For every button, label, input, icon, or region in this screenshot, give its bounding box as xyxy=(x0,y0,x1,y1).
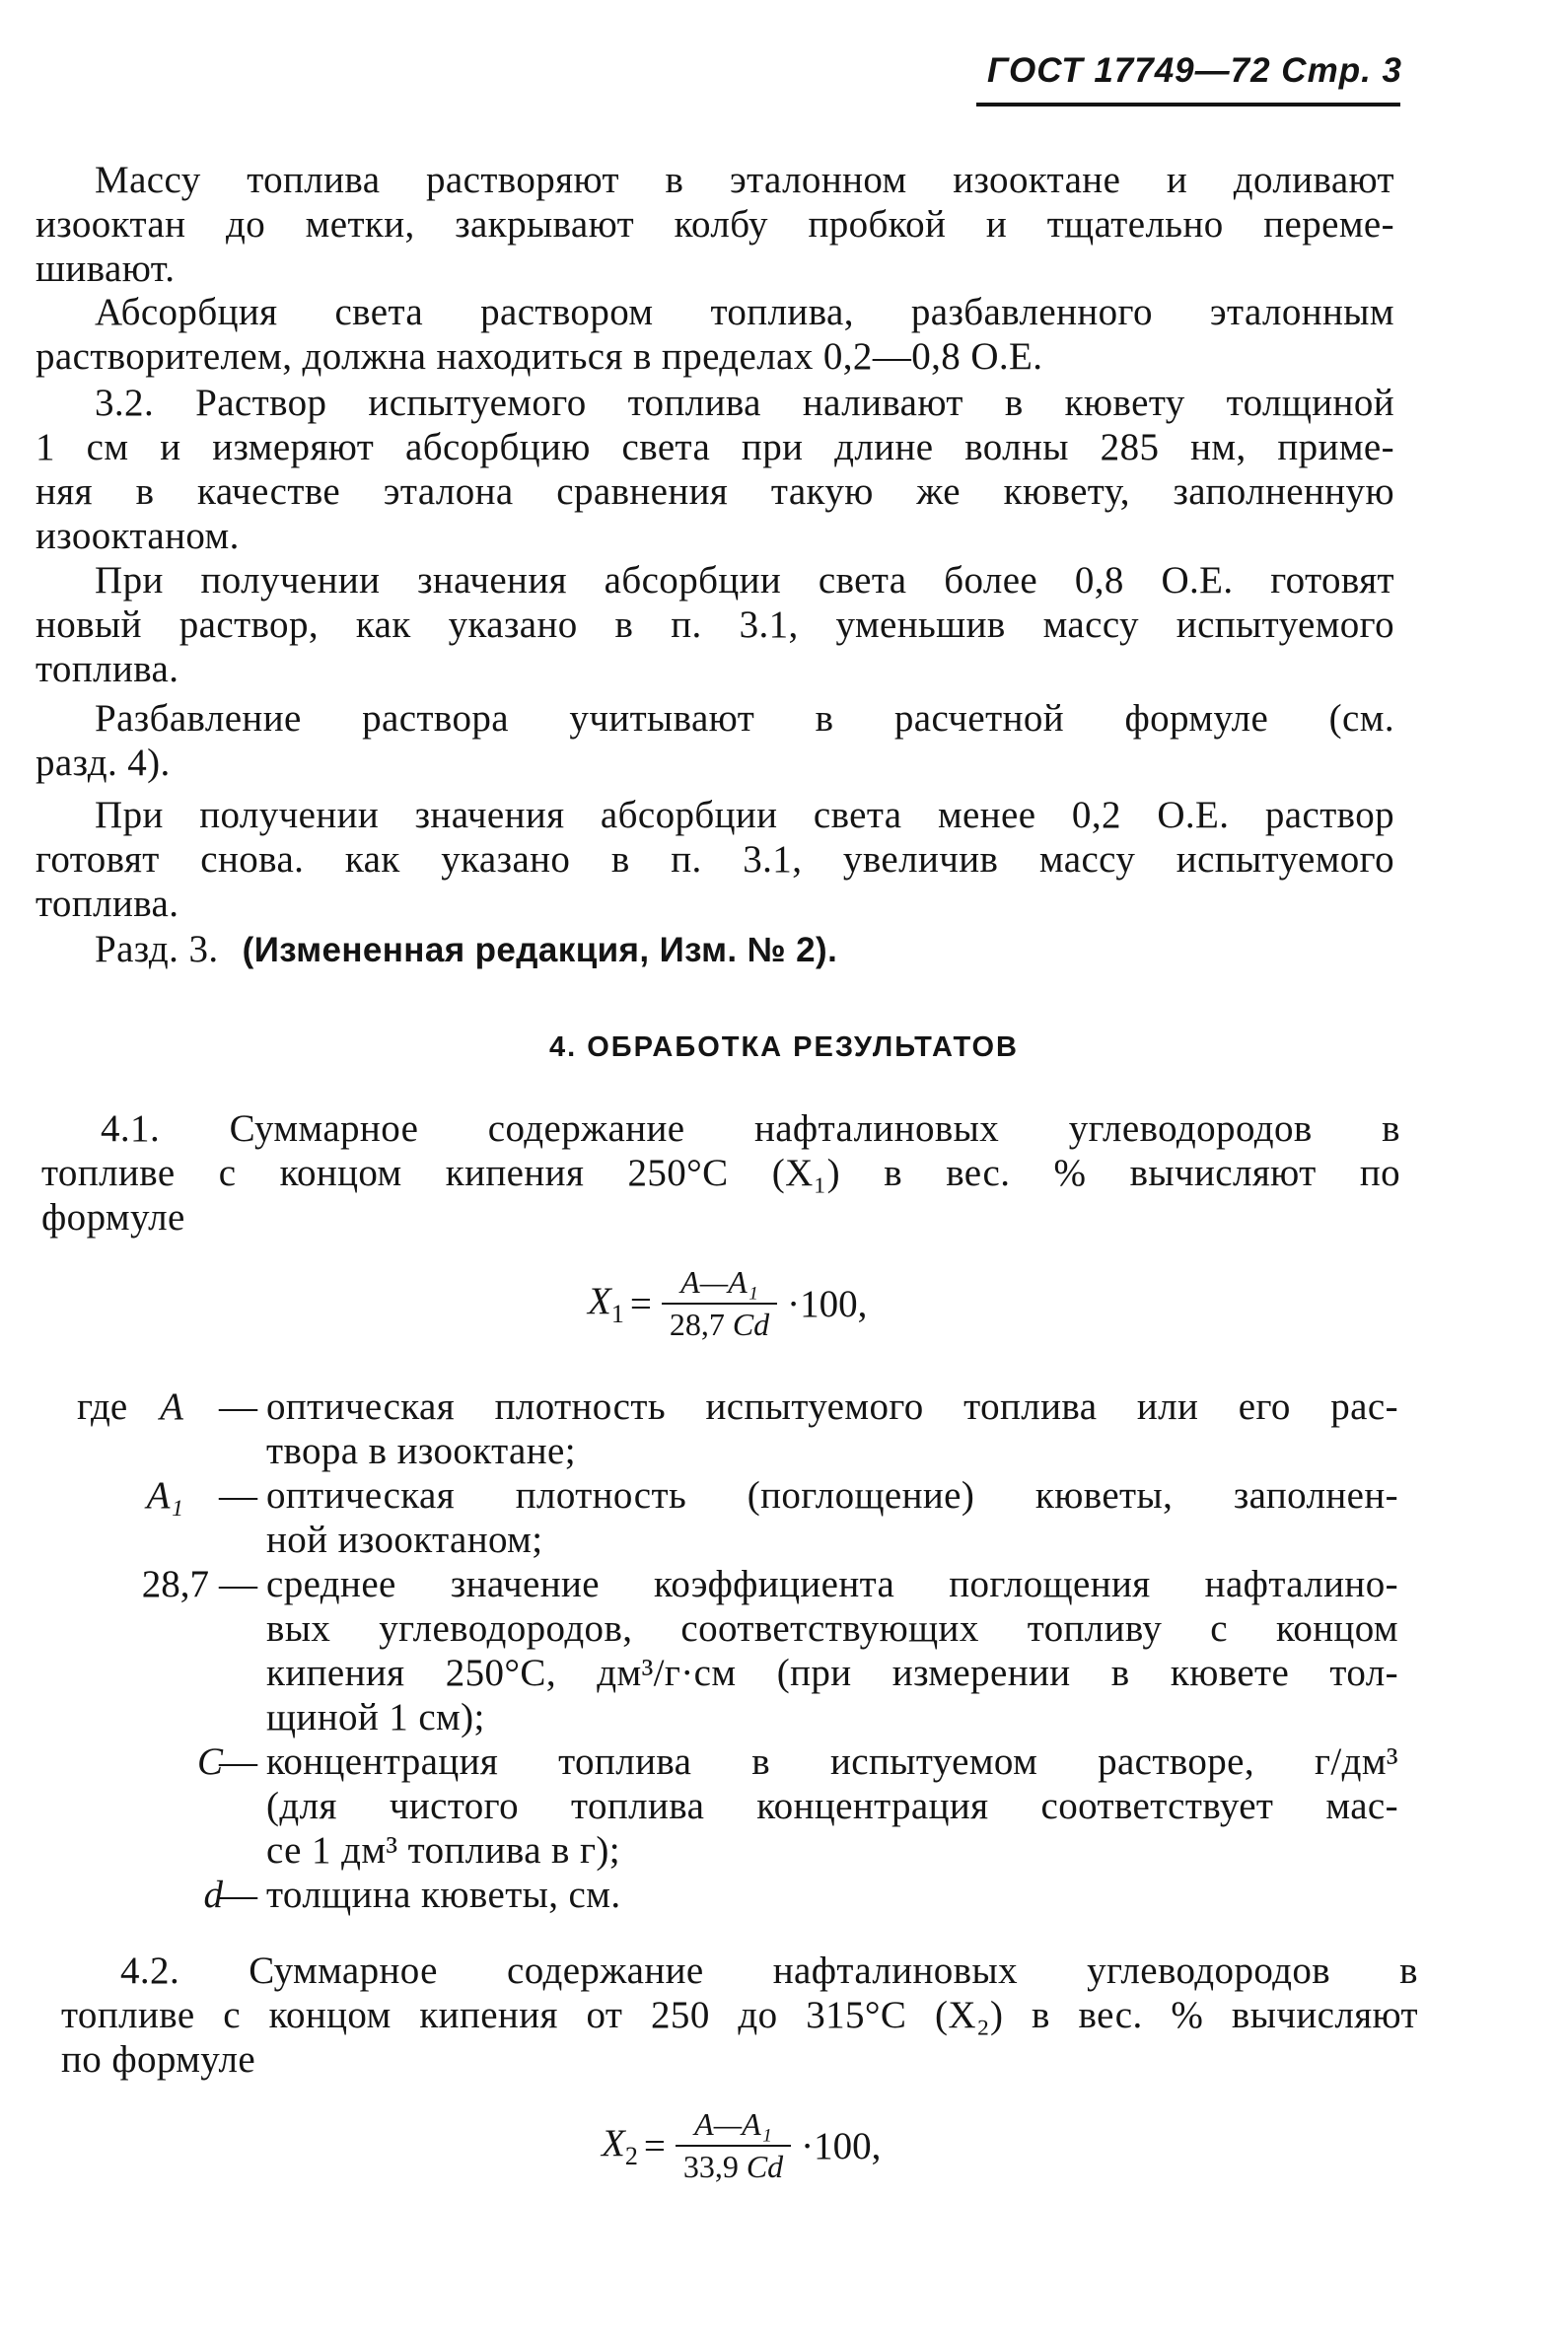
formula-x2: $X_2$ = $\frac{\text{A—A₁}}{33,9 Cd}$ ·100, xyxy=(602,2106,882,2184)
text-line: 1 см и измеряют абсорбцию света при длине волны 285 нм, приме- xyxy=(36,426,1394,468)
text-line: разд. 4). xyxy=(36,742,171,784)
amendment-note: (Измененная редакция, Изм. № 2). xyxy=(242,931,838,969)
text-line: 3.2. Раствор испытуемого топлива наливают в кювету толщиной xyxy=(95,382,1394,424)
legend-symbol: A xyxy=(160,1385,183,1428)
formula-fraction xyxy=(662,1264,777,1343)
text-line: изооктаном. xyxy=(36,515,240,557)
text-line: При получении значения абсорбции света более 0,8 О.Е. готовят xyxy=(95,559,1394,602)
header-rule xyxy=(976,103,1400,106)
legend-text: оптическая плотность испытуемого топлива или его рас- твора в изооктане; xyxy=(266,1385,1398,1472)
text-line: При получении значения абсорбции света менее 0,2 О.Е. раствор xyxy=(95,794,1394,836)
legend-text: толщина кюветы, см. xyxy=(266,1874,621,1916)
paragraph-4-1 xyxy=(41,1106,1400,1240)
paragraph-1 xyxy=(36,158,1394,291)
text-line: топливе с концом кипения 250°С (X₁) в вес. % вычисляют по xyxy=(41,1152,1400,1194)
formula-numerator: A—A₁ xyxy=(680,1264,758,1300)
paragraph-6 xyxy=(36,793,1394,926)
text-line: 4.2. Суммарное содержание нафталиновых углеводородов в xyxy=(120,1950,1418,1992)
legend-item: C — концентрация топлива в испытуемом растворе, г/дм³ (для чистого топлива концентрация соответствует мас- се 1 дм³ топлива в г); xyxy=(0,1739,1568,1873)
legend-item: 28,7 — среднее значение коэффициента поглощения нафталино- вых углеводородов, соответствующих топливу с концом кипения 250°С, дм³/г·см (при измерении в кювете тол- щиной 1 см); xyxy=(0,1562,1568,1739)
text-line: няя в качестве эталона сравнения такую же кювету, заполненную xyxy=(36,470,1394,513)
legend-item: где A — оптическая плотность испытуемого топлива или его рас- твора в изооктане; xyxy=(77,1385,1398,1472)
paragraph-5 xyxy=(36,696,1394,785)
text-line: Массу топлива растворяют в эталонном изооктане и доливают xyxy=(95,159,1394,201)
formula-fraction xyxy=(676,2106,791,2185)
text-line: изооктан до метки, закрывают колбу пробкой и тщательно переме- xyxy=(36,203,1394,246)
paragraph-4-2 xyxy=(61,1949,1418,2082)
amendment-prefix: Разд. 3. xyxy=(95,928,219,970)
text-line: по формуле xyxy=(61,2038,256,2081)
legend-text: оптическая плотность (поглощение) кюветы, заполнен- ной изооктаном; xyxy=(266,1474,1398,1561)
text-line: Разбавление раствора учитывают в расчетной формуле (см. xyxy=(95,697,1394,740)
text-line: топливе с концом кипения от 250 до 315°С (X₂) в вес. % вычисляют xyxy=(61,1994,1418,2036)
formula-lhs: $X_2$ xyxy=(602,2121,638,2170)
formula-tail: ·100, xyxy=(801,2124,882,2167)
text-line: готовят снова. как указано в п. 3.1, увеличив массу испытуемого xyxy=(36,838,1394,881)
formula-denominator: 33,9 Cd xyxy=(676,2145,791,2185)
legend-symbol: A₁ xyxy=(146,1474,183,1517)
text-line: топлива. xyxy=(36,883,179,925)
formula-lhs: $X_1$ xyxy=(588,1279,624,1328)
text-line: растворителем, должна находиться в пределах 0,2—0,8 О.Е. xyxy=(36,335,1043,378)
legend-item: d — толщина кюветы, см. xyxy=(0,1873,1568,1917)
formula-numerator: A—A₁ xyxy=(694,2106,772,2142)
paragraph-amendment xyxy=(95,927,1377,972)
legend-symbol: d xyxy=(203,1874,223,1916)
legend-item: A₁ — оптическая плотность (поглощение) кюветы, заполнен- ной изооктаном; xyxy=(0,1473,1568,1562)
legend-symbol: 28,7 xyxy=(141,1563,209,1605)
text-line: шивают. xyxy=(36,248,176,290)
page-header: ГОСТ 17749—72 Стр. 3 xyxy=(987,51,1402,90)
text-line: 4.1. Суммарное содержание нафталиновых углеводородов в xyxy=(101,1107,1400,1150)
legend-prefix: где xyxy=(77,1385,128,1428)
legend-symbol: C xyxy=(196,1740,223,1783)
text-line: Абсорбция света раствором топлива, разбавленного эталонным xyxy=(95,291,1394,333)
paragraph-4 xyxy=(36,558,1394,691)
legend-text: концентрация топлива в испытуемом растворе, г/дм³ (для чистого топлива концентрация соответствует мас- се 1 дм³ топлива в г); xyxy=(266,1740,1398,1872)
paragraph-3-2 xyxy=(36,381,1394,558)
section-title: 4. ОБРАБОТКА РЕЗУЛЬТАТОВ xyxy=(548,1031,1020,1063)
formula-denominator: 28,7 Cd xyxy=(662,1303,777,1343)
paragraph-2 xyxy=(36,290,1394,379)
legend-text: среднее значение коэффициента поглощения нафталино- вых углеводородов, соответствующих топливу с концом кипения 250°С, дм³/г·см (при измерении в кювете тол- щиной 1 см); xyxy=(266,1563,1398,1738)
text-line: топлива. xyxy=(36,648,179,690)
text-line: новый раствор, как указано в п. 3.1, уменьшив массу испытуемого xyxy=(36,603,1394,646)
formula-tail: ·100, xyxy=(787,1282,868,1325)
text-line: формуле xyxy=(41,1196,185,1239)
formula-x1: $X_1$ = $\frac{\text{A—A₁}}{28,7 Cd}$ ·100, xyxy=(588,1264,868,1342)
